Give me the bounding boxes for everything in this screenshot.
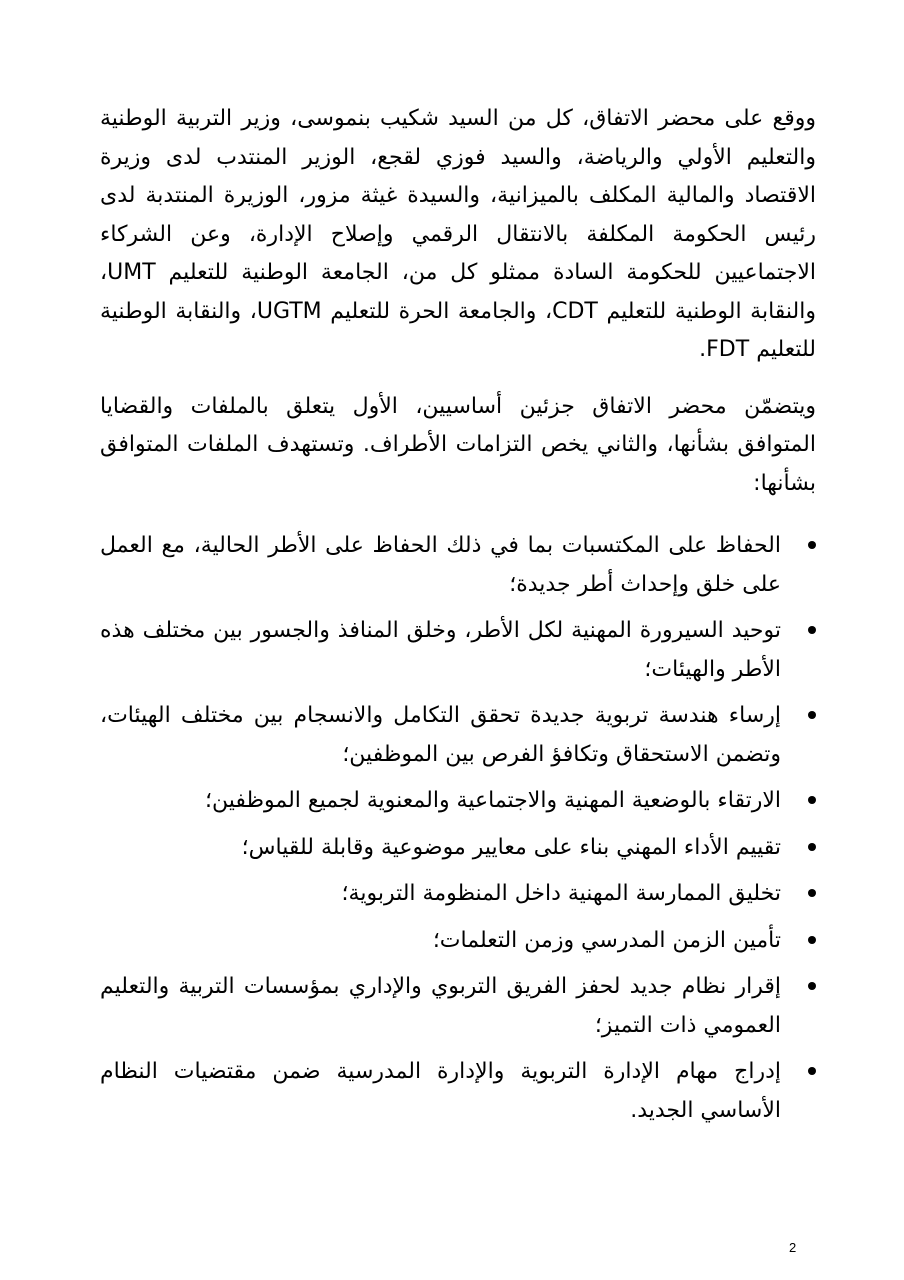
list-item-text: توحيد السيرورة المهنية لكل الأطر، وخلق المنافذ والجسور بين مختلف هذه الأطر والهيئات؛: [100, 618, 781, 682]
bullet-icon: [808, 936, 816, 944]
list-item: [100, 829, 816, 868]
list-item-text: تقييم الأداء المهني بناء على معايير موضوعية وقابلة للقياس؛: [241, 834, 781, 860]
list-item: [100, 782, 816, 821]
list-item: [100, 612, 816, 689]
bullet-icon: [808, 843, 816, 851]
list-item-text: تأمين الزمن المدرسي وزمن التعلمات؛: [432, 927, 781, 953]
list-item: [100, 527, 816, 604]
bullet-icon: [808, 796, 816, 804]
list-item-text: إدراج مهام الإدارة التربوية والإدارة المدرسية ضمن مقتضيات النظام الأساسي الجديد.: [100, 1059, 781, 1123]
bullet-icon: [808, 982, 816, 990]
list-item: [100, 1053, 816, 1130]
page-number: 2: [789, 1240, 797, 1255]
list-item-text: الحفاظ على المكتسبات بما في ذلك الحفاظ على الأطر الحالية، مع العمل على خلق وإحداث أطر جديدة؛: [100, 533, 781, 597]
list-item: [100, 922, 816, 961]
agreed-files-list: [100, 527, 816, 1130]
list-item-text: إرساء هندسة تربوية جديدة تحقق التكامل والانسجام بين مختلف الهيئات، وتضمن الاستحقاق وتكافؤ الفرص بين الموظفين؛: [100, 703, 781, 767]
bullet-icon: [808, 626, 816, 634]
bullet-icon: [808, 541, 816, 549]
document-body: [100, 100, 816, 1138]
list-item-text: الارتقاء بالوضعية المهنية والاجتماعية والمعنوية لجميع الموظفين؛: [205, 788, 781, 813]
bullet-icon: [808, 889, 816, 897]
bullet-icon: [808, 711, 816, 719]
agreement-content-paragraph: ويتضمّن محضر الاتفاق جزئين أساسيين، الأول يتعلق بالملفات والقضايا المتوافق بشأنها، والثاني يخص التزامات الأطراف. وتستهدف الملفات المتوافق بشأنها:: [100, 393, 816, 496]
list-item: [100, 697, 816, 774]
bullet-icon: [808, 1067, 816, 1075]
list-item: [100, 968, 816, 1045]
list-item-text: تخليق الممارسة المهنية داخل المنظومة التربوية؛: [341, 881, 781, 906]
list-item: [100, 875, 816, 914]
list-item-text: إقرار نظام جديد لحفز الفريق التربوي والإداري بمؤسسات التربية والتعليم العمومي ذات التميز؛: [100, 974, 781, 1038]
agreement-signatories-paragraph: ووقع على محضر الاتفاق، كل من السيد شكيب بنموسى، وزير التربية الوطنية والتعليم الأولي والرياضة، والسيد فوزي لقجع، الوزير المنتدب لدى وزيرة الاقتصاد والمالية المكلف بالميزانية، والسيدة غيثة مزور، الوزيرة المنتدبة لدى رئيس الحكومة المكلفة بالانتقال الرقمي وإصلاح الإدارة، وعن الشركاء الاجتماعيين للحكومة السادة ممثلو كل من، الجامعة الوطنية للتعليم UMT، والنقابة الوطنية للتعليم CDT، والجامعة الحرة للتعليم UGTM، والنقابة الوطنية للتعليم FDT.: [100, 106, 816, 362]
